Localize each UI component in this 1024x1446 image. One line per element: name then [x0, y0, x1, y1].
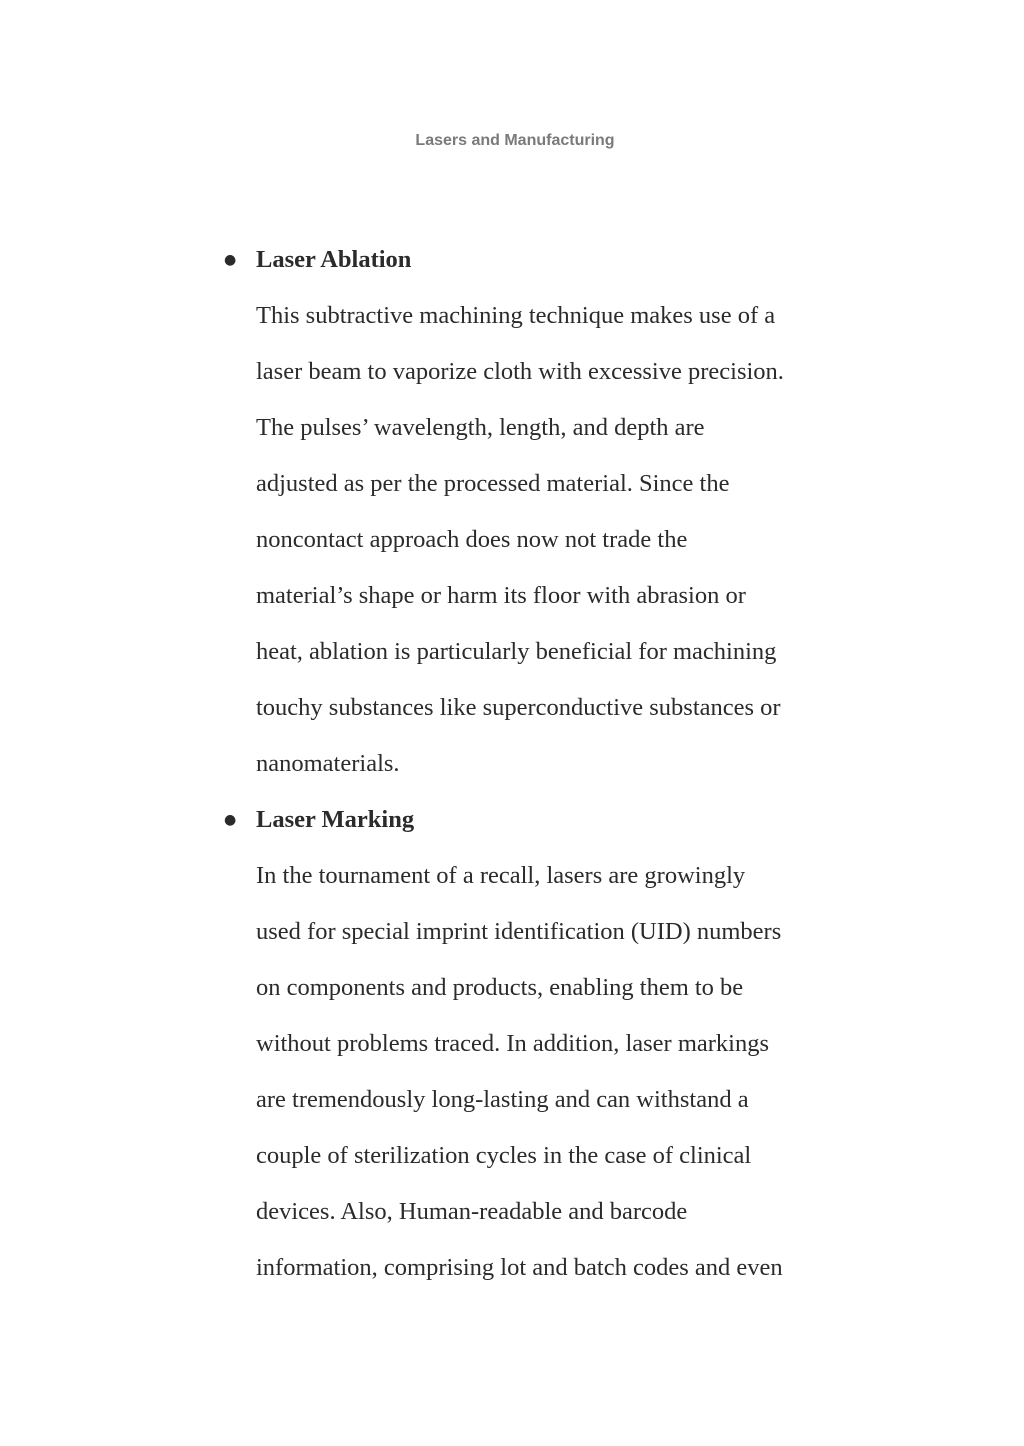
paragraph-line: used for special imprint identification (UID) numbers: [256, 918, 782, 945]
document-body: [224, 232, 896, 1296]
paragraph-line: laser beam to vaporize cloth with excessive precision.: [256, 358, 784, 385]
paragraph-line: The pulses’ wavelength, length, and depth are: [256, 414, 705, 441]
paragraph-line: without problems traced. In addition, laser markings: [256, 1030, 770, 1057]
paragraph-line: couple of sterilization cycles in the case of clinical: [256, 1142, 752, 1169]
bullet-icon: ●: [224, 252, 237, 268]
page-header-title: Lasers and Manufacturing: [415, 132, 615, 149]
paragraph-line: In the tournament of a recall, lasers are growingly: [256, 862, 746, 889]
paragraph-line: information, comprising lot and batch codes and even: [256, 1254, 783, 1281]
section-title: Laser Ablation: [256, 246, 412, 273]
section-laser-ablation: [224, 232, 896, 792]
section-title: Laser Marking: [256, 806, 415, 833]
paragraph-line: touchy substances like superconductive substances or: [256, 694, 781, 721]
bullet-icon: ●: [224, 812, 237, 828]
paragraph-line: devices. Also, Human-readable and barcode: [256, 1198, 688, 1225]
paragraph-line: are tremendously long-lasting and can withstand a: [256, 1086, 749, 1113]
paragraph-line: material’s shape or harm its floor with abrasion or: [256, 582, 746, 609]
paragraph-line: on components and products, enabling them to be: [256, 974, 744, 1001]
section-heading: [224, 232, 896, 288]
paragraph-line: nanomaterials.: [256, 750, 400, 777]
paragraph-line: adjusted as per the processed material. Since the: [256, 470, 730, 497]
paragraph-line: noncontact approach does now not trade the: [256, 526, 688, 553]
paragraph-line: heat, ablation is particularly beneficial for machining: [256, 638, 777, 665]
section-laser-marking: [224, 792, 896, 1296]
paragraph-line: This subtractive machining technique makes use of a: [256, 302, 776, 329]
section-heading: [224, 792, 896, 848]
